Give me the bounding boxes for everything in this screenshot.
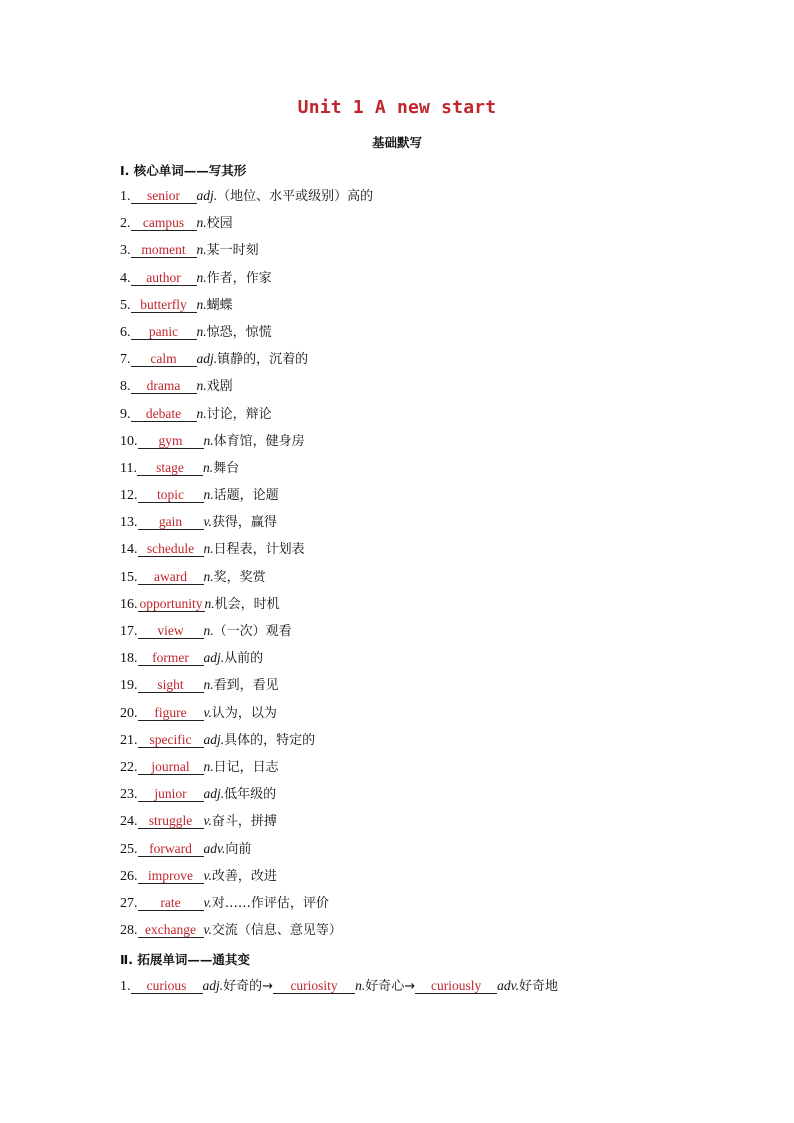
page-subtitle: 基础默写: [371, 135, 422, 150]
section-heading-extension-words: Ⅱ. 拓展单词——通其变: [120, 952, 250, 967]
part-of-speech: n.: [203, 487, 214, 503]
item-number: 12.: [120, 488, 138, 504]
vocab-item: [120, 431, 760, 458]
part-of-speech: v.: [203, 813, 212, 829]
item-number: 8.: [120, 379, 131, 395]
answer-blank: author: [131, 270, 197, 286]
vocab-item: [120, 458, 760, 485]
meaning: 话题，论题: [213, 488, 279, 504]
vocab-item: [120, 268, 760, 295]
part-of-speech: n.: [203, 623, 214, 638]
meaning: 讨论，辩论: [206, 406, 272, 422]
vocab-item: [120, 295, 760, 322]
part-of-speech: v.: [203, 704, 212, 720]
answer-blank: improve: [138, 868, 204, 884]
meaning: 蝴蝶: [206, 297, 233, 313]
part-of-speech: v.: [203, 894, 212, 910]
answer-blank: moment: [131, 242, 197, 258]
part-of-speech: v.: [203, 922, 212, 938]
answer-blank: rate: [138, 895, 204, 911]
meaning: （地位、水平或级别）高的: [217, 189, 374, 204]
answer-blank: specific: [138, 732, 204, 748]
vocab-item: [120, 349, 760, 376]
answer-blank: panic: [131, 324, 197, 340]
item-number: 22.: [120, 759, 138, 775]
vocab-item: [120, 485, 760, 512]
part-of-speech: n.: [196, 323, 207, 339]
item-number: 15.: [120, 569, 138, 585]
vocab-item: [120, 839, 760, 866]
part-of-speech: v.: [203, 867, 212, 883]
vocabulary-list: [120, 186, 760, 947]
section-heading-core-words: Ⅰ. 核心单词——写其形: [120, 163, 247, 178]
meaning: 日程表，计划表: [213, 542, 305, 558]
item-number: 11.: [120, 460, 137, 476]
vocab-item: [120, 866, 760, 893]
answer-blank: journal: [138, 759, 204, 775]
meaning: 对……作评估，评价: [211, 895, 329, 911]
meaning: 好奇的: [223, 979, 263, 994]
answer-blank: forward: [138, 841, 204, 857]
part-of-speech: n.: [203, 541, 214, 557]
answer-blank: senior: [131, 188, 197, 204]
answer-blank: schedule: [138, 541, 204, 557]
meaning: 看到，看见: [213, 678, 279, 694]
meaning: 校园: [206, 216, 233, 232]
item-number: 28.: [120, 923, 138, 939]
item-number: 1.: [120, 979, 131, 994]
part-of-speech: adj.: [202, 978, 224, 993]
arrow-icon: →: [262, 979, 274, 994]
meaning: 某一时刻: [206, 243, 259, 259]
answer-blank: gain: [138, 514, 204, 530]
answer-blank: curious: [131, 978, 203, 994]
vocab-item: [120, 404, 760, 431]
vocab-item: [120, 730, 760, 757]
meaning: 作者，作家: [206, 270, 272, 286]
answer-blank: drama: [131, 378, 197, 394]
vocab-item: [120, 512, 760, 539]
part-of-speech: adj.: [203, 650, 225, 666]
meaning: 具体的，特定的: [224, 732, 316, 748]
item-number: 20.: [120, 705, 138, 721]
part-of-speech: adj.: [196, 351, 218, 367]
vocab-item: [120, 621, 760, 648]
vocab-item: [120, 920, 760, 947]
vocab-item: [120, 893, 760, 920]
vocab-item: [120, 675, 760, 702]
item-number: 19.: [120, 678, 138, 694]
meaning: 向前: [225, 841, 252, 857]
answer-blank: former: [138, 650, 204, 666]
answer-blank: debate: [131, 406, 197, 422]
meaning: 好奇地: [518, 979, 558, 994]
part-of-speech: n.: [203, 432, 214, 448]
item-number: 5.: [120, 297, 131, 313]
item-number: 10.: [120, 433, 138, 449]
vocab-item: [120, 539, 760, 566]
item-number: 23.: [120, 787, 138, 803]
answer-blank: calm: [131, 351, 197, 367]
item-number: 7.: [120, 352, 131, 368]
item-number: 9.: [120, 406, 131, 422]
answer-blank: award: [138, 569, 204, 585]
vocab-item: [120, 648, 760, 675]
part-of-speech: adv.: [497, 978, 519, 993]
part-of-speech: v.: [203, 514, 212, 530]
vocab-item: [120, 811, 760, 838]
meaning: 惊恐，惊慌: [206, 324, 272, 340]
meaning: 奋斗，拼搏: [211, 814, 277, 830]
part-of-speech: n.: [203, 568, 214, 584]
item-number: 14.: [120, 542, 138, 558]
item-number: 16.: [120, 596, 138, 612]
answer-blank: stage: [137, 460, 203, 476]
vocab-item: [120, 594, 760, 621]
answer-blank: exchange: [138, 922, 204, 938]
item-number: 26.: [120, 868, 138, 884]
answer-blank: junior: [138, 786, 204, 802]
answer-blank: figure: [138, 705, 204, 721]
vocab-item: [120, 213, 760, 240]
answer-blank: curiosity: [273, 978, 355, 994]
meaning: 好奇心: [365, 979, 405, 994]
extension-item: [120, 976, 558, 1003]
item-number: 24.: [120, 814, 138, 830]
item-number: 21.: [120, 732, 138, 748]
answer-blank: curiously: [415, 978, 497, 994]
part-of-speech: n.: [196, 269, 207, 285]
part-of-speech: n.: [204, 595, 215, 611]
item-number: 27.: [120, 895, 138, 911]
part-of-speech: n.: [196, 242, 207, 258]
meaning: 低年级的: [224, 787, 277, 803]
part-of-speech: n.: [196, 405, 207, 421]
meaning: 获得，赢得: [211, 515, 277, 531]
vocab-item: [120, 186, 760, 213]
item-number: 6.: [120, 324, 131, 340]
meaning: 舞台: [213, 460, 240, 476]
meaning: 体育馆，健身房: [213, 433, 305, 449]
part-of-speech: adj.: [203, 731, 225, 747]
item-number: 3.: [120, 243, 131, 259]
vocab-item: [120, 322, 760, 349]
meaning: 奖，奖赏: [213, 569, 266, 585]
meaning: 镇静的，沉着的: [217, 352, 309, 368]
meaning: （一次）观看: [213, 624, 292, 639]
arrow-icon: →: [404, 979, 416, 994]
meaning: 机会，时机: [214, 596, 280, 612]
answer-blank: butterfly: [131, 297, 197, 313]
meaning: 交流（信息、意见等）: [211, 923, 342, 939]
vocab-item: [120, 240, 760, 267]
item-number: 4.: [120, 270, 131, 286]
item-number: 1.: [120, 189, 131, 204]
vocab-item: [120, 376, 760, 403]
meaning: 日记，日志: [213, 759, 279, 775]
answer-blank: view: [138, 623, 204, 639]
part-of-speech: n.: [203, 758, 214, 774]
part-of-speech: n.: [196, 378, 207, 394]
vocab-item: [120, 567, 760, 594]
meaning: 认为，以为: [211, 705, 277, 721]
item-number: 17.: [120, 624, 138, 639]
page-title: Unit 1 A new start: [297, 97, 497, 118]
answer-blank: sight: [138, 677, 204, 693]
item-number: 2.: [120, 216, 131, 232]
part-of-speech: adv.: [203, 840, 226, 856]
item-number: 13.: [120, 515, 138, 531]
part-of-speech: n.: [196, 215, 207, 231]
meaning: 戏剧: [206, 379, 233, 395]
answer-blank: gym: [138, 433, 204, 449]
item-number: 25.: [120, 841, 138, 857]
part-of-speech: adj.: [196, 188, 218, 203]
vocab-item: [120, 757, 760, 784]
meaning: 从前的: [224, 651, 264, 667]
answer-blank: struggle: [138, 813, 204, 829]
answer-blank: opportunity: [139, 595, 203, 611]
vocab-item: [120, 703, 760, 730]
part-of-speech: n.: [202, 459, 214, 475]
part-of-speech: n.: [355, 978, 366, 993]
vocab-item: [120, 784, 760, 811]
answer-blank: topic: [138, 487, 204, 503]
part-of-speech: adj.: [203, 786, 225, 802]
meaning: 改善，改进: [211, 868, 277, 884]
answer-blank: campus: [131, 215, 197, 231]
part-of-speech: n.: [196, 296, 207, 312]
item-number: 18.: [120, 651, 138, 667]
part-of-speech: n.: [203, 677, 214, 693]
